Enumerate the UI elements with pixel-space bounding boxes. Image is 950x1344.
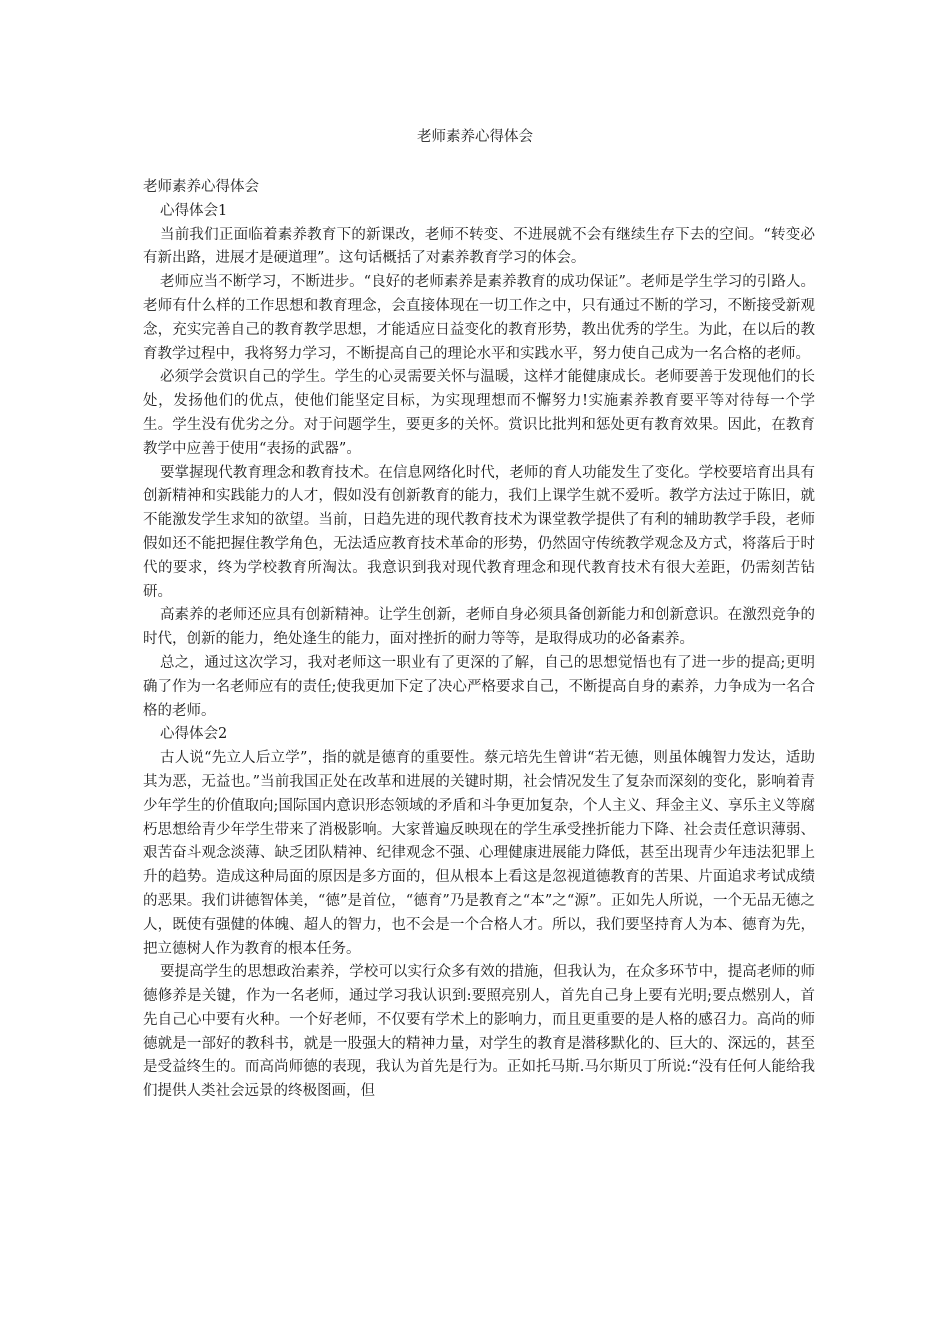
paragraph: 要提高学生的思想政治素养，学校可以实行众多有效的措施，但我认为，在众多环节中，提高老师的师德修养是关键，作为一名老师，通过学习我认识到:要照亮别人，首先自己身上要有光明;要点燃别人，首先自己心中要有火种。一个好老师，不仅要有学术上的影响力，而且更重要的是人格的感召力。高尚的师德就是一部好的教科书，就是一股强大的精神力量，对学生的教育是潜移默化的、巨大的、深远的，甚至是受益终生的。而高尚师德的表现，我认为首先是行为。正如托马斯.马尔斯贝丁所说:“没有任何人能给我们提供人类社会远景的终极图画，但 — [143, 964, 815, 1100]
paragraph: 总之，通过这次学习，我对老师这一职业有了更深的了解，自己的思想觉悟也有了进一步的提高;更明确了作为一名老师应有的责任;使我更加下定了决心严格要求自己，不断提高自身的素养，力争成为一名合格的老师。 — [143, 654, 815, 719]
paragraph: 古人说“先立人后立学”，指的就是德育的重要性。蔡元培先生曾讲“若无德，则虽体魄智力发达，适助其为恶，无益也。”当前我国正处在改革和进展的关键时期，社会情况发生了复杂而深刻的变化，影响着青少年学生的价值取向;国际国内意识形态领域的矛盾和斗争更加复杂，个人主义、拜金主义、享乐主义等腐朽思想给青少年学生带来了消极影响。大家普遍反映现在的学生承受挫折能力下降、社会责任意识薄弱、艰苦奋斗观念淡薄、缺乏团队精神、纪律观念不强、心理健康进展能力降低，甚至出现青少年违法犯罪上升的趋势。造成这种局面的原因是多方面的，但从根本上看这是忽视道德教育的苦果、片面追求考试成绩的恶果。我们讲德智体美，“德”是首位，“德育”乃是教育之“本”之“源”。正如先人所说，一个无品无德之人，既使有强健的体魄、超人的智力，也不会是一个合格人才。所以，我们要坚持育人为本、德育为先，把立德树人作为教育的根本任务。 — [143, 750, 815, 957]
document-body — [143, 176, 815, 1104]
paragraph: 必须学会赏识自己的学生。学生的心灵需要关怀与温暖，这样才能健康成长。老师要善于发现他们的长处，发扬他们的优点，使他们能坚定目标，为实现理想而不懈努力!实施素养教育要平等对待每一个学生。学生没有优劣之分。对于问题学生，要更多的关怀。赏识比批判和惩处更有教育效果。因此，在教育教学中应善于使用“表扬的武器”。 — [143, 369, 815, 457]
paragraph: 要掌握现代教育理念和教育技术。在信息网络化时代，老师的育人功能发生了变化。学校要培育出具有创新精神和实践能力的人才，假如没有创新教育的能力，我们上课学生就不爱听。教学方法过于陈旧，就不能激发学生求知的欲望。当前，日趋先进的现代教育技术为课堂教学提供了有利的辅助教学手段，老师假如还不能把握住教学角色，无法适应教育技术革命的形势，仍然固守传统教学观念及方式，将落后于时代的要求，终为学校教育所淘汰。我意识到我对现代教育理念和现代教育技术有很大差距，仍需刻苦钻研。 — [143, 464, 815, 600]
document-title: 老师素养心得体会 — [417, 129, 533, 145]
section-heading-2: 心得体会2 — [160, 726, 228, 743]
paragraph: 高素养的老师还应具有创新精神。让学生创新，老师自身必须具备创新能力和创新意识。在激烈竞争的时代，创新的能力，绝处逢生的能力，面对挫折的耐力等等，是取得成功的必备素养。 — [143, 607, 815, 648]
paragraph: 老师应当不断学习，不断进步。“良好的老师素养是素养教育的成功保证”。老师是学生学习的引路人。老师有什么样的工作思想和教育理念，会直接体现在一切工作之中，只有通过不断的学习，不断接受新观念，充实完善自己的教育教学思想，才能适应日益变化的教育形势，教出优秀的学生。为此，在以后的教育教学过程中，我将努力学习，不断提高自己的理论水平和实践水平，努力使自己成为一名合格的老师。 — [143, 274, 815, 362]
section-heading-1: 心得体会1 — [160, 202, 228, 219]
paragraph: 当前我们正面临着素养教育下的新课改，老师不转变、不进展就不会有继续生存下去的空间。“转变必有新出路，进展才是硬道理”。这句话概括了对素养教育学习的体会。 — [143, 226, 815, 267]
document-subtitle: 老师素养心得体会 — [143, 179, 259, 195]
